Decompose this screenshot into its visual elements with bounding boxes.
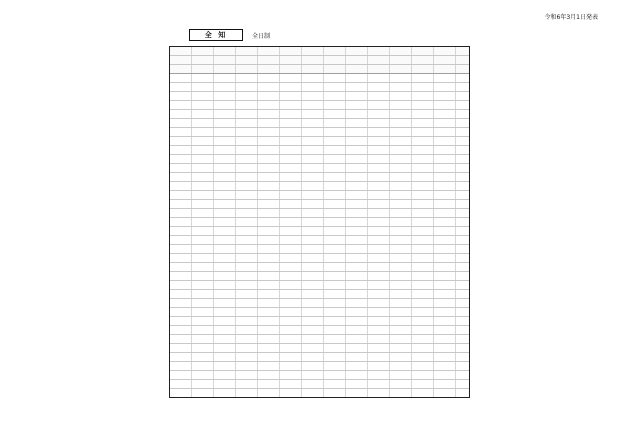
document-subtitle: 全日制 [252,33,271,40]
document-title: 全 知 [189,29,243,41]
issue-date: 令和6年3月1日発表 [544,14,598,21]
data-sheet [169,46,470,398]
table-grid [170,47,469,397]
